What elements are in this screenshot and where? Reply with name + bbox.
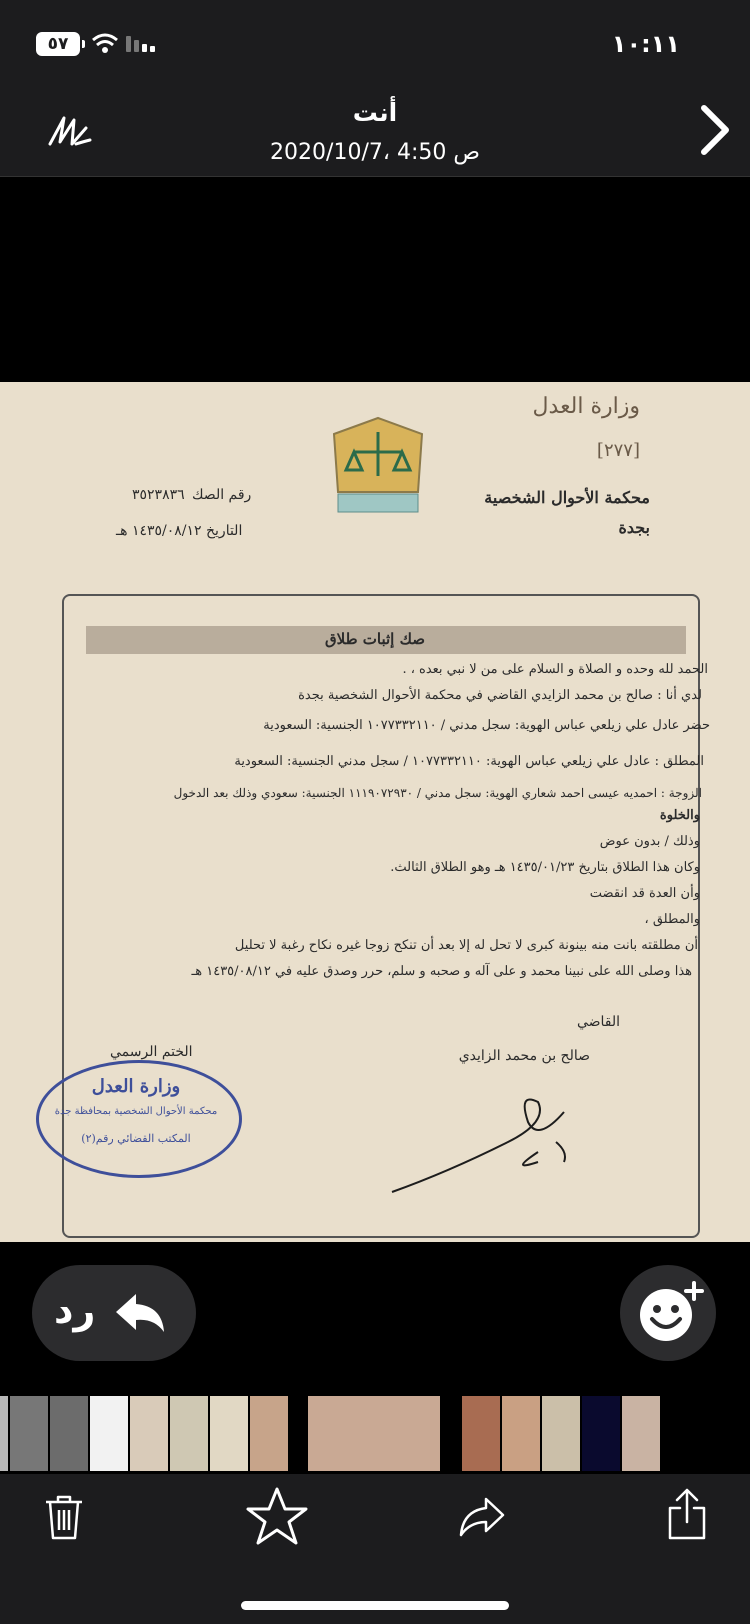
thumbnail[interactable] [170,1396,208,1471]
clock: ١٠:١١ [611,30,680,58]
cellular-signal-icon [124,34,160,54]
page-title: أنت [352,98,398,127]
trash-icon[interactable] [44,1494,84,1540]
battery-indicator: ٥٧ [36,32,80,56]
thumbnail[interactable] [0,1396,8,1471]
thumbnail[interactable] [250,1396,288,1471]
thumbnail[interactable] [462,1396,500,1471]
thumbnail[interactable] [582,1396,620,1471]
judge-label: القاضي [576,1014,620,1030]
timestamp: 2020/10/7، 4:50 ص [270,140,480,165]
deed-title: صك إثبات طلاق [325,630,425,648]
judge-signature [388,1082,578,1202]
court-city: بجدة [618,518,650,537]
judge-name: صالح بن محمد الزايدي [458,1048,590,1064]
deed-line: الحمد لله وحده و الصلاة و السلام على من لا نبي بعده ، . [402,662,708,677]
ministry-number: [٢٧٧] [596,440,640,461]
deed-number-label: رقم الصك [192,487,252,503]
deed-line: الزوجة : احمديه عيسى احمد شعاري الهوية: سجل مدني / ١١١٩٠٧٢٩٣٠ الجنسية: سعودي وذلك بعد الدخول [173,786,702,800]
thumbnail[interactable] [542,1396,580,1471]
ministry-heading: وزارة العدل [532,394,640,419]
wifi-icon [92,32,118,54]
smiley-plus-icon [636,1281,704,1345]
star-icon[interactable] [246,1486,308,1546]
deed-line: وكان هذا الطلاق بتاريخ ١٤٣٥/٠١/٢٣ هـ وهو الطلاق الثالث. [390,860,700,875]
home-indicator [241,1601,509,1610]
stamp-text: وزارة العدل [91,1076,181,1097]
stamp-text: محكمة الأحوال الشخصية بمحافظة جدة [54,1106,218,1117]
deed-line: أن مطلقته بانت منه بينونة كبرى لا تحل له إلا بعد أن تنكح زوجا غيره نكاح رغبة لا تحليل [234,938,698,953]
ministry-emblem [330,414,426,514]
deed-line: وأن العدة قد انقضت [589,886,700,901]
thumbnail[interactable] [10,1396,48,1471]
deed-line: لدي أنا : صالح بن محمد الزايدي القاضي في محكمة الأحوال الشخصية بجدة [298,688,702,703]
deed-number: ٣٥٢٣٨٣٦ [132,487,185,503]
forward-icon[interactable] [458,1496,506,1538]
deed-line: حضر عادل علي زيلعي عباس الهوية: سجل مدني / ١٠٧٧٣٣٢١١٠ الجنسية: السعودية [263,718,710,733]
thumbnail[interactable] [90,1396,128,1471]
deed-line: والمطلق ، [644,912,700,927]
thumbnail-selected[interactable] [308,1396,440,1471]
deed-date: ١٤٣٥/٠٨/١٢ هـ [116,523,202,539]
chevron-right-icon[interactable] [698,104,732,156]
thumbnail[interactable] [50,1396,88,1471]
court-name: محكمة الأحوال الشخصية [484,488,650,507]
deed-line: وذلك / بدون عوض [599,834,700,849]
deed-line: والخلوة [659,808,700,823]
thumbnail[interactable] [130,1396,168,1471]
official-seal-label: الختم الرسمي [110,1044,193,1060]
reply-arrow-icon [114,1290,166,1334]
thumbnail[interactable] [502,1396,540,1471]
stamp-text: المكتب القضائي رقم(٢) [81,1132,191,1145]
thumbnail[interactable] [622,1396,660,1471]
deed-line: المطلق : عادل علي زيلعي عباس الهوية: ١٠٧٧٣٣٢١١٠ / سجل مدني الجنسية: السعودية [234,754,704,769]
reply-label: رد [54,1288,96,1332]
share-icon[interactable] [666,1488,708,1540]
thumbnail[interactable] [210,1396,248,1471]
deed-line: هذا وصلى الله على نبينا محمد و على آله و صحبه و سلم، حرر وصدق عليه في ١٤٣٥/٠٨/١٢ هـ [191,964,692,979]
document-photo [0,382,750,1242]
deed-date-label: التاريخ [206,523,243,539]
